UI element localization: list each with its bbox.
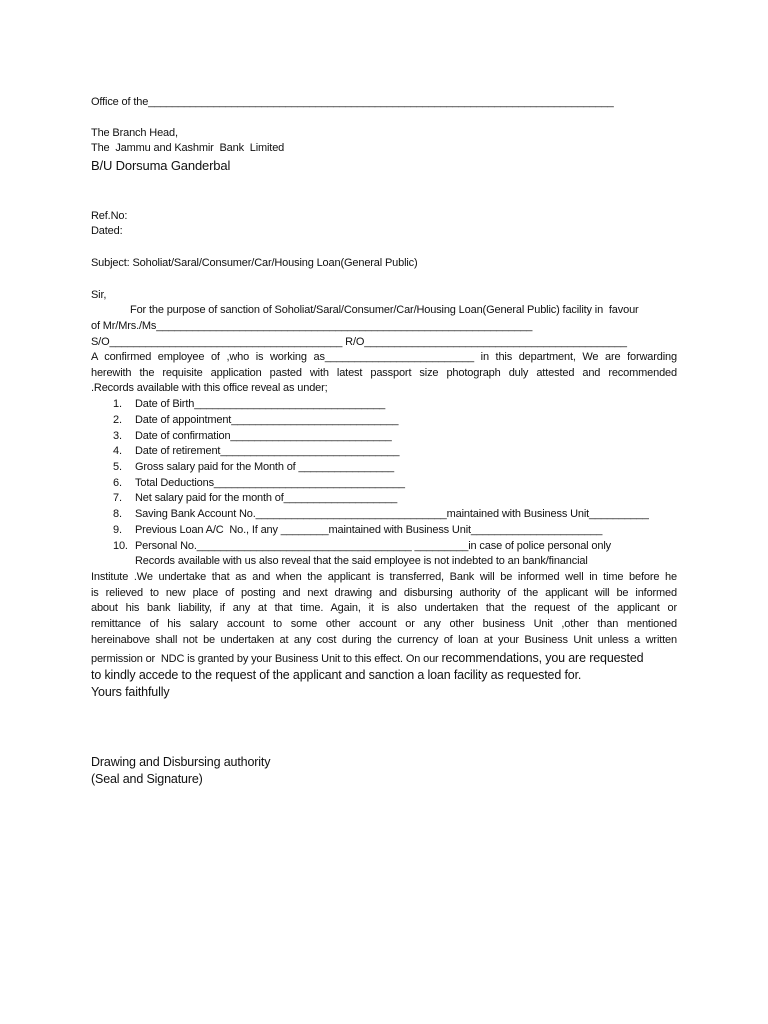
closing: Yours faithfully — [91, 685, 170, 699]
list-item: Date of Birth________________________________ — [135, 398, 386, 410]
list-item: Total Deductions________________________________ — [135, 477, 405, 489]
list-item-number: 2. — [113, 414, 122, 426]
list-item-number: 7. — [113, 492, 122, 504]
list-item: Gross salary paid for the Month of ________________ — [135, 461, 394, 473]
list-item: Date of confirmation___________________________ — [135, 430, 392, 442]
list-item-number: 5. — [113, 461, 122, 473]
para2-line: to kindly accede to the request of the applicant and sanction a loan facility as requested for. — [91, 668, 582, 682]
list-item: Previous Loan A/C No., If any ________maintained with Business Unit______________________ — [135, 524, 603, 536]
list-item: Personal No.____________________________________ _________in case of police personal only — [135, 540, 611, 552]
recipient-bank: The Jammu and Kashmir Bank Limited — [91, 142, 285, 154]
para2-line-emphasis: recommendations, you are requested — [441, 651, 644, 665]
list-item-number: 3. — [113, 430, 122, 442]
list-item-number: 6. — [113, 477, 122, 489]
list-item: Date of retirement______________________________ — [135, 445, 400, 457]
para1-line: of Mr/Mrs./Ms_______________________________________________________________ — [91, 320, 533, 332]
para1-line: .Records available with this office reveal as under; — [91, 382, 328, 394]
list-item-number: 10. — [113, 540, 128, 552]
list-item-number: 9. — [113, 524, 122, 536]
para2-line: Records available with us also reveal that the said employee is not indebted to an bank/financial — [135, 555, 588, 567]
para2-line-start: permission or NDC is granted by your Business Unit to this effect. On our — [91, 653, 442, 665]
list-item-number: 8. — [113, 508, 122, 520]
list-item-number: 4. — [113, 445, 122, 457]
para2-line — [91, 650, 643, 666]
signatory-title: Drawing and Disbursing authority — [91, 755, 271, 769]
office-line: Office of the______________________________________________________________________________ — [91, 96, 614, 108]
list-item: Saving Bank Account No.________________________________maintained with Business Unit__________ — [135, 508, 649, 520]
para1-line: For the purpose of sanction of Soholiat/Saral/Consumer/Car/Housing Loan(General Public) facility in favour — [130, 304, 639, 316]
para1-line: herewith the requisite application pasted with latest passport size photograph duly attested and recommended — [91, 367, 677, 379]
list-item-number: 1. — [113, 398, 122, 410]
para1-line: A confirmed employee of ,who is working as_________________________ in this department, We are forwarding — [91, 351, 677, 363]
salutation: Sir, — [91, 289, 107, 301]
ref-no-label: Ref.No: — [91, 210, 128, 222]
para2-line: Institute .We undertake that as and when the applicant is transferred, Bank will be informed well in time before he — [91, 571, 677, 583]
recipient-title: The Branch Head, — [91, 127, 178, 139]
seal-and-signature: (Seal and Signature) — [91, 772, 203, 786]
subject-line: Subject: Soholiat/Saral/Consumer/Car/Housing Loan(General Public) — [91, 257, 418, 269]
para2-line: remittance of his salary account to some other account or any other business Unit ,other than mentioned — [91, 618, 677, 630]
para2-line: about his bank liability, if any at that time. Again, it is also undertaken that the request of the applicant or — [91, 602, 677, 614]
para1-line: S/O_______________________________________ R/O____________________________________________ — [91, 336, 627, 348]
recipient-branch: B/U Dorsuma Ganderbal — [91, 158, 231, 173]
dated-label: Dated: — [91, 225, 123, 237]
list-item: Date of appointment____________________________ — [135, 414, 399, 426]
para2-line: hereinabove shall not be undertaken at any cost during the currency of loan at your Business Unit unless a written — [91, 634, 677, 646]
list-item: Net salary paid for the month of___________________ — [135, 492, 398, 504]
para2-line: is relieved to new place of posting and next drawing and disbursing authority of the applicant will be informed — [91, 587, 677, 599]
